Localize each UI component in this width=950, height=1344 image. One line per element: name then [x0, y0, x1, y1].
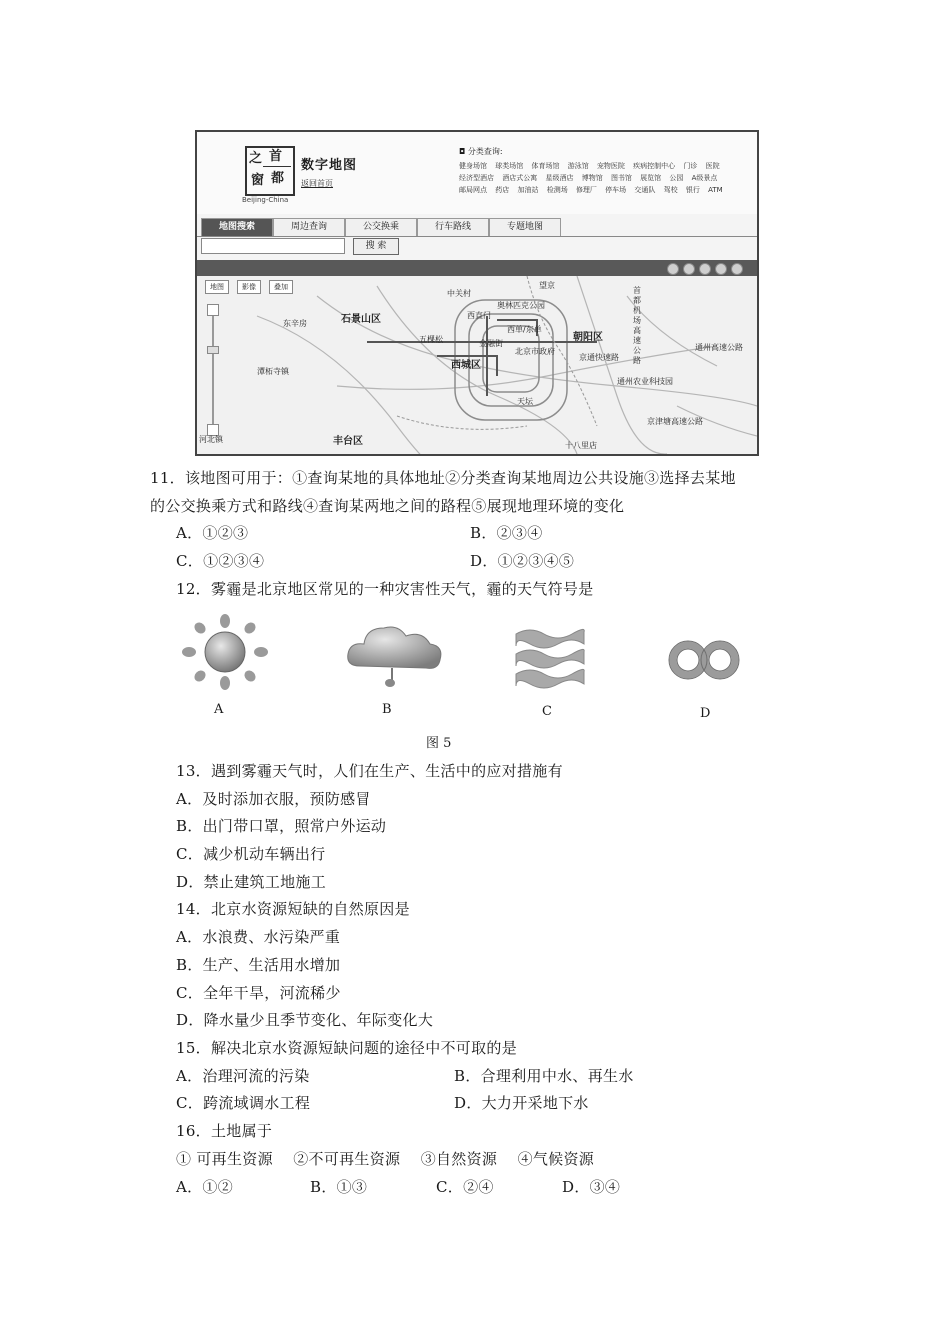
site-title: 数字地图: [301, 158, 358, 173]
q13-stem: 13．遇到雾霾天气时，人们在生产、生活中的应对措施有: [176, 762, 563, 780]
infinity-symbol-icon: [666, 636, 746, 686]
q15-option-b: B．合理利用中水、再生水: [454, 1067, 634, 1085]
logo-char: 窗: [251, 173, 265, 188]
q11-option-c: C．①②③④: [176, 552, 265, 570]
weather-symbols-figure: [170, 612, 770, 752]
q12-stem: 12．雾霾是北京地区常见的一种灾害性天气，霾的天气符号是: [176, 580, 594, 598]
category-link[interactable]: 公园: [669, 174, 684, 182]
symbol-label-b: B: [382, 702, 392, 717]
category-link[interactable]: 药店: [495, 186, 510, 194]
category-link[interactable]: A级景点: [691, 174, 718, 182]
figure-caption: 图 5: [426, 736, 452, 751]
q14-stem: 14．北京水资源短缺的自然原因是: [176, 900, 410, 918]
q16-option-d: D．③④: [562, 1178, 621, 1196]
q15-option-c: C．跨流域调水工程: [176, 1094, 311, 1112]
category-link[interactable]: 游泳馆: [567, 162, 589, 170]
map-label: 京通快速路: [579, 353, 619, 362]
category-link[interactable]: 展览馆: [640, 174, 662, 182]
q13-option-c: C．减少机动车辆出行: [176, 845, 326, 863]
logo-char: 之: [249, 151, 263, 166]
site-logo: [245, 146, 295, 196]
tab-thematic-map[interactable]: 专题地图: [489, 218, 561, 236]
zoom-handle[interactable]: [207, 346, 219, 354]
category-link[interactable]: 医院: [705, 162, 720, 170]
category-link[interactable]: 交通队: [634, 186, 656, 194]
category-link[interactable]: 驾校: [663, 186, 678, 194]
map-label: 通州农业科技园: [617, 377, 673, 386]
category-list: [459, 160, 753, 196]
haze-wave-icon: [510, 626, 590, 696]
category-link[interactable]: 检测场: [546, 186, 568, 194]
map-label: 西城区: [451, 360, 481, 371]
map-label: 中关村: [447, 289, 471, 298]
map-label: 潭柘寺镇: [257, 367, 289, 376]
map-label: 金融街: [479, 339, 503, 348]
q14-option-b: B．生产、生活用水增加: [176, 956, 341, 974]
map-label: 奥林匹克公园: [497, 301, 545, 310]
category-link[interactable]: 邮局网点: [459, 186, 487, 194]
map-label: 京津塘高速公路: [647, 417, 703, 426]
map-canvas[interactable]: [197, 276, 757, 454]
category-link[interactable]: 星级酒店: [545, 174, 574, 182]
logo-char: 都: [271, 171, 285, 186]
q15-option-a: A．治理河流的污染: [176, 1067, 310, 1085]
map-toolbar: [197, 260, 757, 276]
category-link[interactable]: 经济型酒店: [459, 174, 494, 182]
map-label: 十八里店: [565, 441, 597, 450]
q13-option-a: A．及时添加衣服，预防感冒: [176, 790, 371, 808]
q13-option-d: D．禁止建筑工地施工: [176, 873, 327, 891]
category-link[interactable]: 修理厂: [575, 186, 597, 194]
q11-option-b: B．②③④: [470, 524, 543, 542]
tab-driving-route[interactable]: 行车路线: [417, 218, 489, 236]
category-link[interactable]: 健身场馆: [459, 162, 487, 170]
category-link[interactable]: 疾病控制中心: [633, 162, 676, 170]
map-search-input[interactable]: [201, 238, 345, 254]
map-label: 天坛: [517, 397, 533, 406]
logo-divider: [263, 166, 291, 167]
category-link[interactable]: 球类场馆: [495, 162, 524, 170]
pan-tool-icon[interactable]: [667, 263, 679, 275]
q16-choices: ① 可再生资源 ②不可再生资源 ③自然资源 ④气候资源: [176, 1150, 595, 1168]
q13-option-b: B．出门带口罩，照常户外运动: [176, 817, 387, 835]
q11-stem-line1: 11．该地图可用于：①查询某地的具体地址②分类查询某地周边公共设施③选择去某地: [150, 469, 736, 487]
tab-nearby[interactable]: 周边查询: [273, 218, 345, 236]
q15-option-d: D．大力开采地下水: [454, 1094, 589, 1112]
map-label: 北京市政府: [515, 347, 555, 356]
zoom-in-icon[interactable]: [207, 304, 219, 316]
overlay-view-button[interactable]: 叠加: [269, 280, 293, 294]
map-label: 望京: [539, 281, 555, 290]
category-link[interactable]: 加油站: [517, 186, 539, 194]
map-label: 西单/东单: [507, 325, 542, 334]
print-tool-icon[interactable]: [731, 263, 743, 275]
q16-option-b: B．①③: [310, 1178, 368, 1196]
map-tab-bar: [197, 218, 757, 237]
q16-option-a: A．①②: [176, 1178, 234, 1196]
category-link[interactable]: 图书馆: [610, 174, 632, 182]
logo-char: 首: [269, 149, 283, 164]
map-search-button[interactable]: 搜 索: [353, 238, 399, 255]
category-link[interactable]: 宠物医院: [596, 162, 625, 170]
map-label: 五棵松: [419, 335, 443, 344]
category-link[interactable]: 银行: [685, 186, 700, 194]
digital-map-screenshot: [195, 130, 759, 456]
category-search-title: ◘ 分类查询:: [459, 147, 503, 156]
q11-option-a: A．①②③: [176, 524, 249, 542]
category-link[interactable]: 门诊: [683, 162, 698, 170]
measure-tool-icon[interactable]: [715, 263, 727, 275]
symbol-label-c: C: [542, 704, 552, 719]
map-label: 河北镇: [199, 435, 223, 444]
map-label: 石景山区: [341, 314, 381, 325]
zoom-in-tool-icon[interactable]: [683, 263, 695, 275]
map-site-header: [197, 132, 757, 214]
tab-map-search[interactable]: 地图搜索: [201, 218, 273, 236]
map-label: 丰台区: [333, 436, 363, 447]
map-label: 通州高速公路: [695, 343, 743, 352]
q14-option-c: C．全年干旱，河流稀少: [176, 984, 341, 1002]
back-home-link[interactable]: 返回首页: [301, 179, 333, 188]
category-link[interactable]: 停车场: [605, 186, 627, 194]
category-link[interactable]: 体育场馆: [531, 162, 560, 170]
zoom-out-tool-icon[interactable]: [699, 263, 711, 275]
symbol-label-d: D: [700, 706, 711, 721]
logo-subtitle: Beijing-China: [242, 196, 289, 204]
satellite-view-button[interactable]: 影像: [237, 280, 261, 294]
q11-stem-line2: 的公交换乘方式和路线④查询某两地之间的路程⑤展现地理环境的变化: [150, 497, 625, 515]
q16-stem: 16．土地属于: [176, 1122, 273, 1140]
q11-option-d: D．①②③④⑤: [470, 552, 575, 570]
zoom-track: [212, 304, 214, 436]
sun-icon: [180, 612, 270, 692]
map-label: 首都机场高速公路: [633, 286, 641, 365]
category-link[interactable]: ATM: [708, 186, 723, 194]
cloud-icon: [340, 616, 450, 696]
q16-option-c: C．②④: [436, 1178, 494, 1196]
q14-option-d: D．降水量少且季节变化、年际变化大: [176, 1011, 434, 1029]
map-label: 东辛房: [283, 319, 307, 328]
map-label: 朝阳区: [573, 332, 603, 343]
tab-transit[interactable]: 公交换乘: [345, 218, 417, 236]
map-label: 西直门: [467, 311, 491, 320]
q15-stem: 15．解决北京水资源短缺问题的途径中不可取的是: [176, 1039, 517, 1057]
q14-option-a: A．水浪费、水污染严重: [176, 928, 341, 946]
category-link[interactable]: 博物馆: [581, 174, 603, 182]
map-view-button[interactable]: 地图: [205, 280, 229, 294]
category-link[interactable]: 酒店式公寓: [502, 174, 538, 182]
zoom-slider[interactable]: [207, 304, 219, 436]
symbol-label-a: A: [214, 702, 224, 717]
